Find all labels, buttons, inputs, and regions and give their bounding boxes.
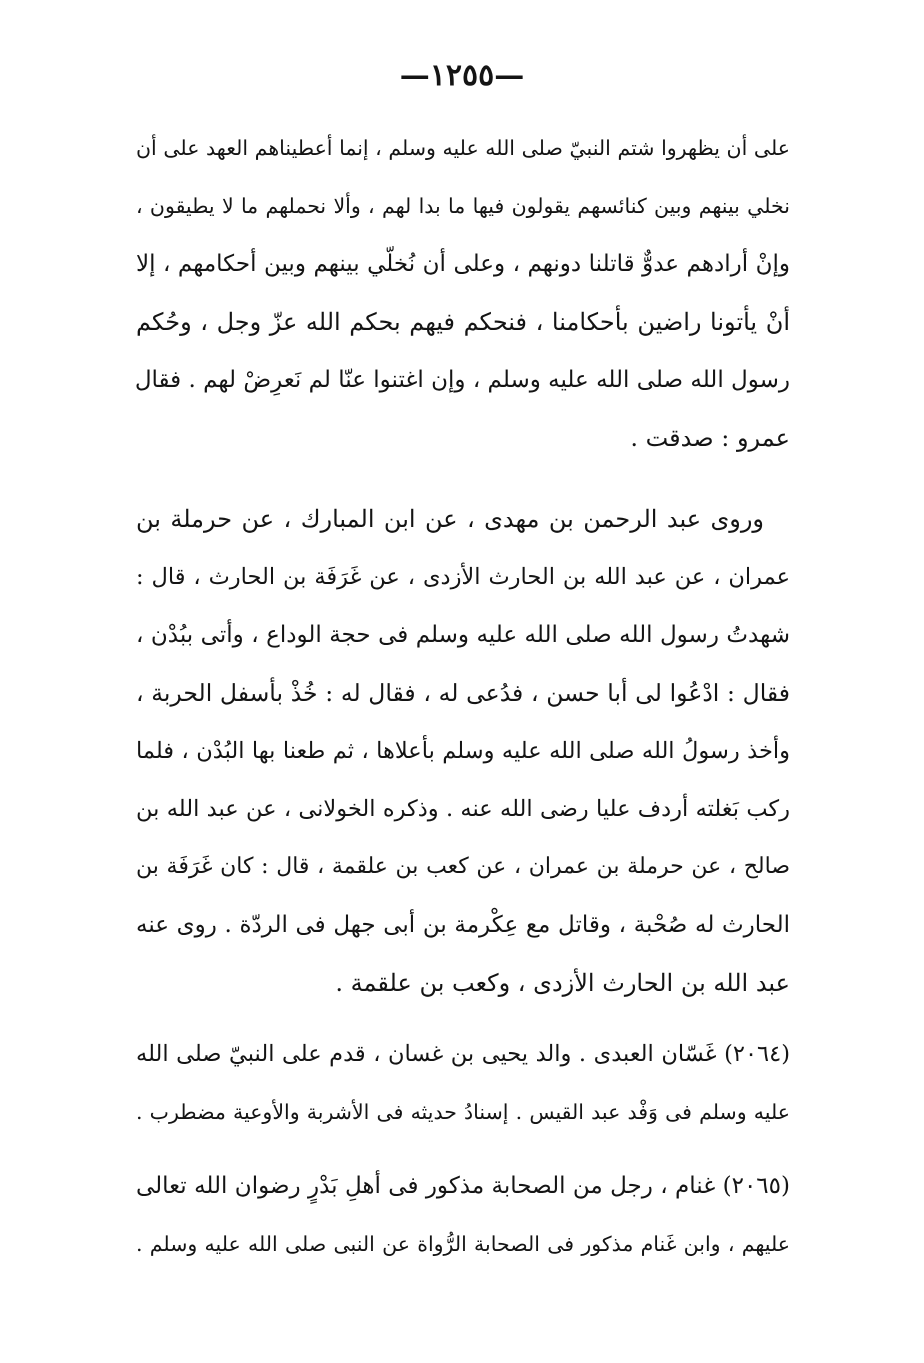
paragraph-1: [136, 119, 790, 467]
text-line: فقال : ادْعُوا لى أبا حسن ، فدُعى له ، فقال له : خُذْ بأسفل الحربة ،: [136, 679, 790, 707]
text-line: (٢٠٦٤) غَسّان العبدى . والد يحيى بن غسان ، قدم على النبيّ صلى الله: [136, 1041, 790, 1067]
text-line: عليه وسلم فى وَفْد عبد القيس . إسنادُ حديثه فى الأشربة والأوعية مضطرب .: [136, 1100, 790, 1124]
text-line: عليهم ، وابن غَنام مذكور فى الصحابة الرُّواة عن النبى صلى الله عليه وسلم .: [136, 1232, 790, 1256]
text-line: ركب بَغلته أردف عليا رضى الله عنه . وذكره الخولانى ، عن عبد الله بن: [136, 796, 790, 822]
text-line: على أن يظهروا شتم النبيّ صلى الله عليه وسلم ، إنما أعطيناهم العهد على أن: [136, 136, 790, 160]
text-line: عبد الله بن الحارث الأزدى ، وكعب بن علقمة .: [335, 969, 790, 997]
text-line: عمران ، عن عبد الله بن الحارث الأزدى ، عن غَرَفَة بن الحارث ، قال :: [136, 564, 790, 590]
text-line: عمرو : صدقت .: [630, 424, 790, 452]
page-number: —١٢٥٥—: [399, 58, 525, 93]
text-line: الحارث له صُحْبة ، وقاتل مع عِكْرمة بن أبى جهل فى الردّة . روى عنه: [136, 912, 790, 938]
text-line: رسول الله صلى الله عليه وسلم ، وإن اغتنوا عنّا لم نَعرِضْ لهم . فقال: [134, 367, 790, 393]
text-line: نخلي بينهم وبين كنائسهم يقولون فيها ما بدا لهم ، وألا نحملهم ما لا يطيقون ،: [136, 194, 790, 218]
text-line: صالح ، عن حرملة بن عمران ، عن كعب بن علقمة ، قال : كان غَرَفَة بن: [136, 854, 790, 879]
text-line: وأخذ رسولُ الله صلى الله عليه وسلم بأعلاها ، ثم طعنا بها البُدْن ، فلما: [136, 738, 790, 764]
text-line: وإنْ أرادهم عدوٌّ قاتلنا دونهم ، وعلى أن نُخلّي بينهم وبين أحكامهم ، إلا: [136, 251, 790, 277]
text-line: شهدتُ رسول الله صلى الله عليه وسلم فى حجة الوداع ، وأتى ببُدْن ،: [136, 622, 790, 648]
entry-2065: [136, 1157, 790, 1273]
paragraph-2: [136, 490, 790, 1012]
text-line: وروى عبد الرحمن بن مهدى ، عن ابن المبارك ، عن حرملة بن: [136, 505, 764, 533]
entry-2064: [136, 1025, 790, 1141]
text-line: أنْ يأتونا راضين بأحكامنا ، فنحكم فيهم بحكم الله عزّ وجل ، وحُكم: [136, 308, 790, 336]
text-line: (٢٠٦٥) غنام ، رجل من الصحابة مذكور فى أهلِ بَدْرٍ رضوان الله تعالى: [136, 1173, 790, 1199]
